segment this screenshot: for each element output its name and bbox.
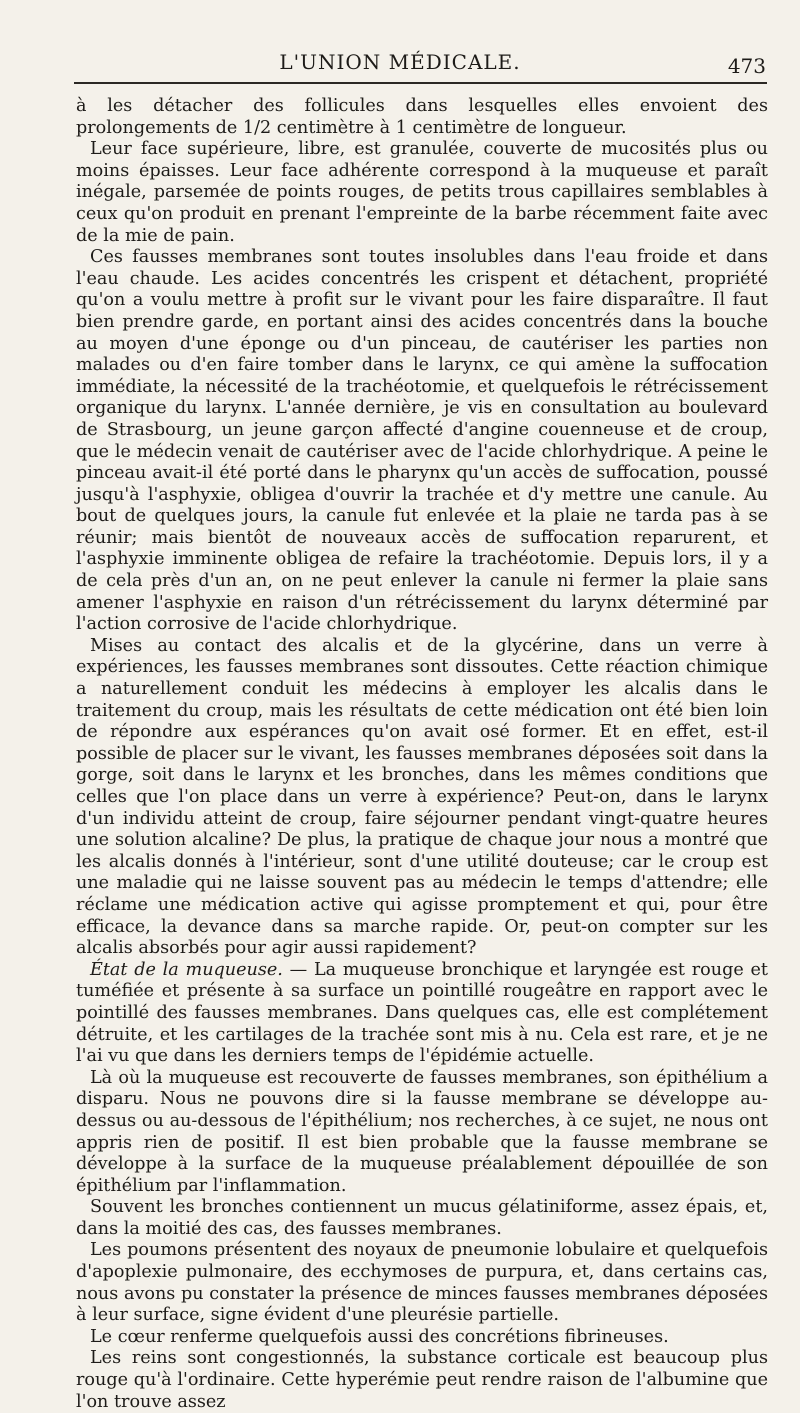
header-rule — [74, 82, 767, 84]
paragraph-text: Ces fausses membranes sont toutes insolubles dans l'eau froide et dans l'eau chaude. Les acides concentrés les crispent et détachent, propriété qu'on a voulu mettre à profit sur le vivant pour les faire disparaître. Il faut bien prendre garde, en portant ainsi des acides concentrés dans la bouche au moyen d'une éponge ou d'un pinceau, de cautériser les parties non malades ou d'en faire tomber dans le larynx, ce qui amène la suffocation immédiate, la nécessité de la trachéotomie, et quelquefois le rétrécissement organique du larynx. L'année dernière, je vis en consultation au boulevard de Strasbourg, un jeune garçon affecté d'angine couenneuse et de croup, que le médecin venait de cautériser avec de l'acide chlorhydrique. A peine le pinceau avait-il été porté dans le pharynx qu'un accès de suffocation, poussé jusqu'à l'asphyxie, obligea d'ouvrir la trachée et d'y mettre une canule. Au bout de quelques jours, la canule fut enlevée et la plaie ne tarda pas à se réunir; mais bientôt de nouveaux accès de suffocation reparurent, et l'asphyxie imminente obligea de refaire la trachéotomie. Depuis lors, il y a de cela près d'un an, on ne peut enlever la canule ni fermer la plaie sans amener l'asphyxie en raison d'un rétrécissement du larynx déterminé par l'action corrosive de l'acide chlorhydrique. — [76, 247, 768, 635]
paragraph-text: Là où la muqueuse est recouverte de fausses membranes, son épithélium a disparu. Nous ne pouvons dire si la fausse membrane se développe au-dessus ou au-dessous de l'épithélium; nos recherches, à ce sujet, ne nous ont appris rien de positif. Il est bien probable que la fausse membrane se développe à la surface de la muqueuse préalablement dépouillée de son épithélium par l'inflammation. — [76, 1067, 768, 1196]
paragraph-text: Mises au contact des alcalis et de la glycérine, dans un verre à expériences, les fausses membranes sont dissoutes. Cette réaction chimique a naturellement conduit les médecins à employer les alcalis dans le traitement du croup, mais les résultats de cette médication ont été bien loin de répondre aux espérances qu'on avait osé former. Et en effet, est-il possible de placer sur le vivant, les fausses membranes déposées soit dans la gorge, soit dans le larynx et les bronches, dans les mêmes conditions que celles que l'on place dans un verre à expérience? Peut-on, dans le larynx d'un individu atteint de croup, faire séjourner pendant vingt-quatre heures une solution alcaline? De plus, la pratique de chaque jour nous a montré que les alcalis donnés à l'intérieur, sont d'une utilité douteuse; car le croup est une maladie qui ne laisse souvent pas au médecin le temps d'attendre; elle réclame une médication active qui agisse promptement et qui, pour être efficace, la devance dans sa marche rapide. Or, peut-on compter sur les alcalis absorbés pour agir aussi rapidement? — [76, 635, 768, 959]
page-header — [0, 50, 800, 80]
paragraph — [76, 960, 768, 1068]
paragraph-italic-lead: État de la muqueuse. — [90, 959, 283, 980]
paragraph — [76, 139, 768, 247]
paragraph — [76, 1197, 768, 1240]
paragraph — [76, 96, 768, 139]
paragraph-text: Leur face supérieure, libre, est granulée, couverte de mucosités plus ou moins épaisses. Leur face adhérente correspond à la muqueuse et paraît inégale, parsemée de points rouges, de petits trous capillaires semblables à ceux qu'on produit en prenant l'empreinte de la barbe récemment faite avec de la mie de pain. — [76, 139, 768, 246]
paragraph-text: Les reins sont congestionnés, la substance corticale est beaucoup plus rouge qu'à l'ordinaire. Cette hyperémie peut rendre raison de l'albumine que l'on trouve assez — [76, 1348, 768, 1412]
paragraph-text: à les détacher des follicules dans lesquelles elles envoient des prolongements de 1/2 centimètre à 1 centimètre de longueur. — [76, 96, 768, 138]
paragraph-text: — La muqueuse bronchique et laryngée est rouge et tuméfiée et présente à sa surface un pointillé rougeâtre en rapport avec le pointillé des fausses membranes. Dans quelques cas, elle est complétement détruite, et les cartilages de la trachée sont mis à nu. Cela est rare, et je ne l'ai vu que dans les derniers temps de l'épidémie actuelle. — [76, 959, 768, 1067]
paragraph — [76, 636, 768, 960]
body-text — [76, 96, 768, 1413]
paragraph-text: Souvent les bronches contiennent un mucus gélatiniforme, assez épais, et, dans la moitié des cas, des fausses membranes. — [76, 1197, 768, 1239]
running-title: L'UNION MÉDICALE. — [279, 50, 521, 74]
paragraph — [76, 247, 768, 636]
paragraph — [76, 1240, 768, 1326]
paragraph — [76, 1327, 768, 1349]
page-number: 473 — [727, 54, 766, 78]
paragraph-text: Le cœur renferme quelquefois aussi des concrétions fibrineuses. — [90, 1326, 669, 1347]
paragraph-text: Les poumons présentent des noyaux de pneumonie lobulaire et quelquefois d'apoplexie pulmonaire, des ecchymoses de purpura, et, dans certains cas, nous avons pu constater la présence de minces fausses membranes déposées à leur surface, signe évident d'une pleurésie partielle. — [76, 1240, 768, 1326]
paragraph — [76, 1348, 768, 1413]
paragraph — [76, 1068, 768, 1198]
